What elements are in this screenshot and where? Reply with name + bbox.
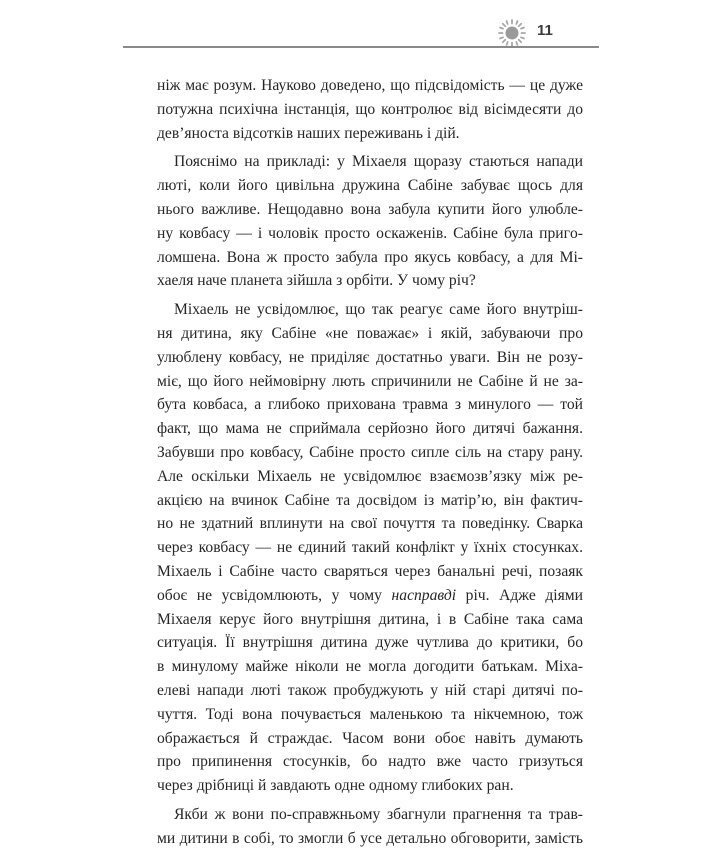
text-line: улюблену ковбасу, не приділяє достатньо уваги. Він не розу- xyxy=(157,348,583,366)
italic-emphasis: насправді xyxy=(391,586,457,604)
body-text xyxy=(157,74,583,851)
text-line: ня дитина, яку Сабіне «не поважає» і якій, забуваючи про xyxy=(157,324,583,342)
text-line: люті, коли його цивільна дружина Сабіне забуває щось для xyxy=(157,177,583,195)
text-line: ніж має розум. Науково доведено, що підсвідомість — це дуже xyxy=(157,77,583,94)
text-line: через ковбасу — не єдиний такий конфлікт у їхніх стосунках. xyxy=(157,539,583,557)
text-line: ми дитини в собі, то змогли б усе детально обговорити, замість xyxy=(157,829,583,847)
text-line: Міхаеля керує його внутрішня дитина, і в Сабіне така сама xyxy=(157,610,583,628)
text-line: Пояснімо на прикладі: у Міхаеля щоразу стаються напади xyxy=(174,153,583,171)
text-line: дев’яноста відсотків наших переживань і дій. xyxy=(157,124,460,142)
text-line: ну ковбасу — і чоловік просто оскажeнів. Сабіне була пригo- xyxy=(157,224,583,242)
sun-icon xyxy=(497,18,527,48)
text-line: Міхаель не усвідомлює, що так реагує саме його внутріш- xyxy=(174,301,583,319)
text-line: ситуація. Її внутрішня дитина дуже чутлива до критики, бо xyxy=(157,634,583,652)
paragraph xyxy=(157,150,583,293)
text-line: хаеля наче планета зійшла з орбіти. У чому річ? xyxy=(157,272,476,290)
text-line: чуття. Тоді вона почувається маленькою та нікчемною, тож xyxy=(157,705,583,723)
paragraph xyxy=(157,298,583,798)
text-fragment: обоє не усвідомлюють, у чому xyxy=(157,586,392,604)
text-line: ображається й страждає. Часом вони обоє навіть думають xyxy=(157,729,583,747)
text-line: Міхаель і Сабіне часто сваряться через банальні речі, позаяк xyxy=(157,562,583,580)
text-line: в минулому майже ніколи не могла догодити батькам. Міха- xyxy=(157,658,583,676)
text-line: акцією на вчинок Сабіне та досвідом із матір’ю, він фактич- xyxy=(157,491,583,509)
text-line: нього важливе. Нещодавно вона забула купити його улюблe- xyxy=(157,200,583,218)
text-line: потужна психічна інстанція, що контролює від вісімдесяти до xyxy=(157,100,583,118)
paragraph xyxy=(157,803,583,851)
text-fragment: річ. Адже діями xyxy=(456,586,584,604)
text-line-with-emphasis xyxy=(157,584,583,608)
header-rule xyxy=(123,46,599,48)
text-line: про припинення стосунків, бо надто вже часто гризуться xyxy=(157,753,583,771)
page-number: 11 xyxy=(537,22,553,39)
text-line: міє, що його неймовірну лють спричинили не Сабіне й не за- xyxy=(157,372,583,390)
text-line: ломшена. Вона ж просто забула про якусь ковбасу, а для Мі- xyxy=(157,248,583,266)
text-line: факт, що мама не сприймала серйозно його дитячі бажання. xyxy=(157,420,583,438)
text-line: через дрібниці й завдають одне одному глибоких ран. xyxy=(157,777,514,795)
text-line: елеві напади люті також пробуджують у ній старі дитячі по- xyxy=(157,681,583,699)
paragraph xyxy=(157,74,583,145)
text-line: Але оскільки Міхаель не усвідомлює взаємозв’язку між ре- xyxy=(157,467,583,485)
text-line: Якби ж вони по-справжньому збагнули прагнення та трав- xyxy=(174,805,583,823)
text-line: Забувши про ковбасу, Сабіне просто сипле сіль на стару рану. xyxy=(157,443,583,461)
page-header xyxy=(123,14,599,48)
text-line: бута ковбаса, а глибоко прихована травма з минулого — той xyxy=(157,396,583,414)
text-line: но не здатний вплинути на свої почуття та поведінку. Сварка xyxy=(157,515,583,533)
